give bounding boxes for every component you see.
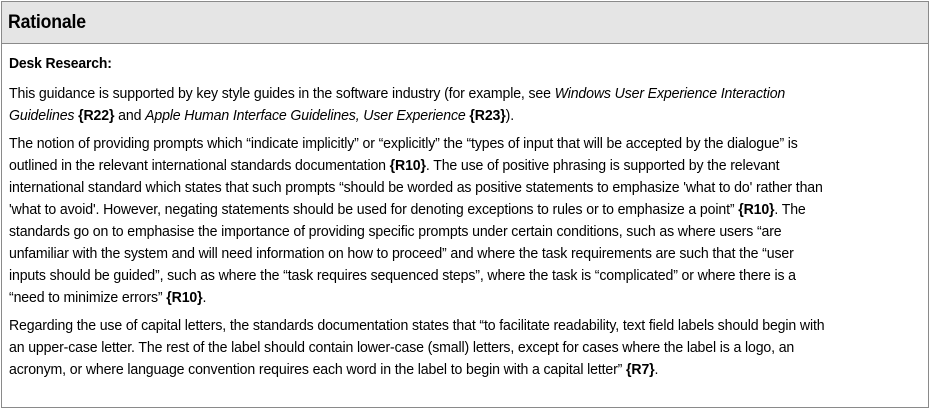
guideline-title: Windows User Experience Interaction	[554, 85, 786, 102]
text-segment: “need to minimize errors”	[9, 289, 167, 306]
text-line	[9, 105, 856, 127]
text-line	[9, 243, 856, 265]
text-line	[9, 265, 856, 287]
text-line	[9, 199, 856, 221]
text-segment: international standard which states that such prompts “should be worded as positive statements to emphasize 'what to do' rather than	[9, 179, 823, 196]
text-segment: outlined in the relevant international standards documentation	[9, 157, 390, 174]
rationale-box	[1, 1, 929, 408]
section-title: Rationale	[8, 11, 86, 33]
paragraph	[9, 315, 920, 381]
text-segment: ).	[505, 107, 514, 124]
rationale-header	[2, 2, 928, 44]
paragraphs	[9, 83, 920, 381]
paragraph	[9, 133, 920, 309]
text-segment: and	[114, 107, 146, 124]
reference-tag: {R10}	[738, 201, 775, 218]
text-line	[9, 177, 856, 199]
reference-tag: {R7}	[626, 361, 655, 378]
text-segment: standards go on to emphasise the importance of providing specific prompts under certain conditions, such as where users “are	[9, 223, 782, 240]
text-segment: an upper-case letter. The rest of the label should contain lower-case (small) letters, except for cases where the label is a logo, an	[9, 339, 795, 356]
text-segment: Regarding the use of capital letters, the standards documentation states that “to facilitate readability, text field labels should begin with	[9, 317, 825, 334]
paragraph	[9, 83, 920, 127]
text-line	[9, 337, 856, 359]
text-segment: inputs should be guided”, such as where the “task requires sequenced steps”, where the task is “complicated” or where there is a	[9, 267, 796, 284]
text-line	[9, 359, 856, 381]
text-segment: acronym, or where language convention requires each word in the label to begin with a capital letter”	[9, 361, 627, 378]
guideline-title: Apple Human Interface Guidelines, User Experience	[145, 107, 466, 124]
text-segment: . The use of positive phrasing is supported by the relevant	[425, 157, 780, 174]
text-segment: The notion of providing prompts which “indicate implicitly” or “explicitly” the “types of input that will be accepted by the dialogue” is	[9, 135, 798, 152]
text-segment: . The	[774, 201, 806, 218]
reference-tag: {R23}	[469, 107, 506, 124]
desk-research-heading: Desk Research:	[9, 55, 112, 72]
reference-tag: {R10}	[166, 289, 203, 306]
reference-tag: {R10}	[389, 157, 426, 174]
reference-tag: {R22}	[78, 107, 115, 124]
text-segment: .	[202, 289, 207, 306]
text-line	[9, 315, 856, 337]
text-segment: 'what to avoid'. However, negating statements should be used for denoting exceptions to rules or to emphasize a point”	[9, 201, 739, 218]
text-line	[9, 221, 856, 243]
text-segment: This guidance is supported by key style guides in the software industry (for example, see	[9, 85, 555, 102]
rationale-content	[2, 44, 928, 381]
text-line	[9, 133, 856, 155]
guideline-title: Guidelines	[9, 107, 75, 124]
text-line	[9, 155, 856, 177]
text-line	[9, 83, 856, 105]
text-segment: unfamiliar with the system and will need information on how to proceed” and where the task requirements are such that the “user	[9, 245, 794, 262]
text-line	[9, 287, 856, 309]
text-segment: .	[654, 361, 659, 378]
